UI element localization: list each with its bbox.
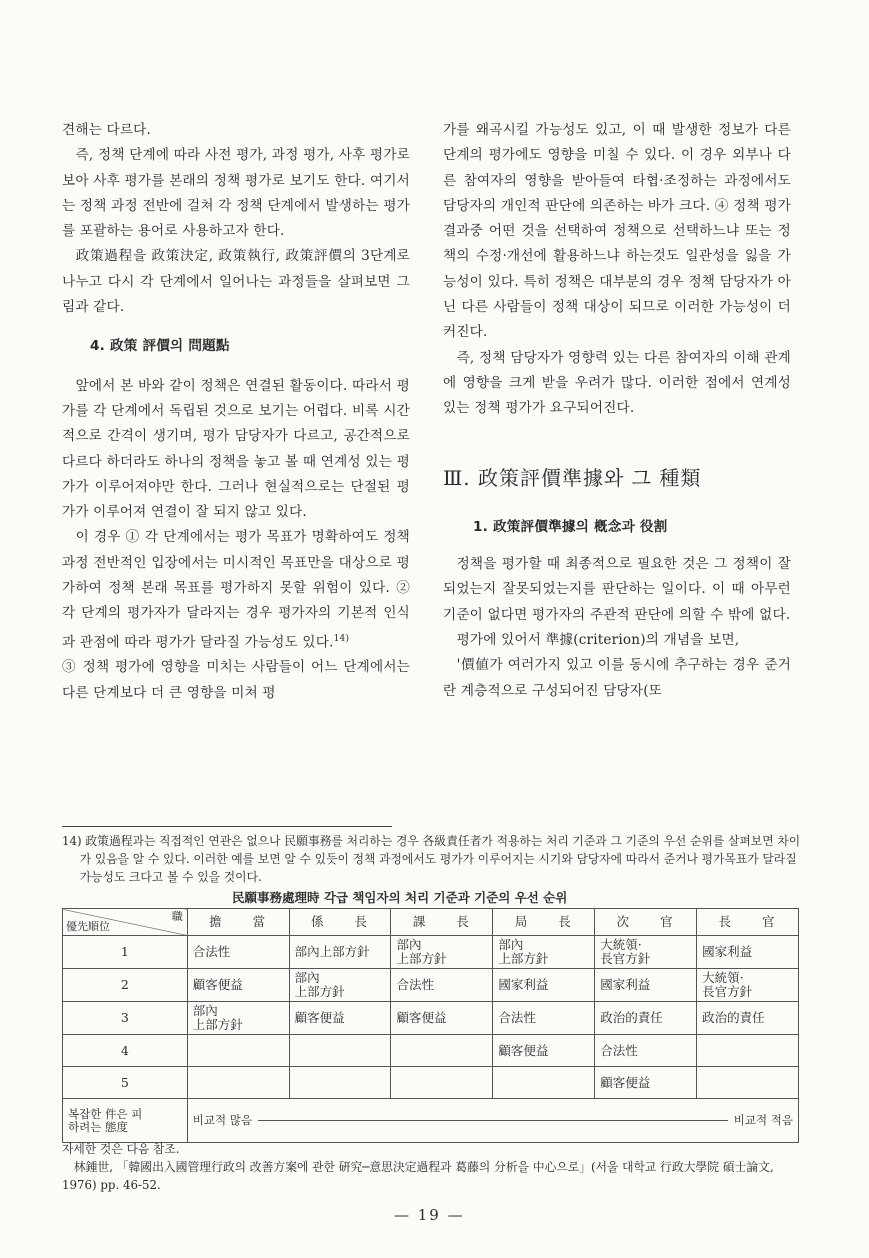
source-citation: 林鍾世, 「韓國出入國管理行政의 改善方案에 관한 硏究─意思決定過程과 葛藤의 分析을 中心으로」(서울 대학교 行政大學院 碩士論文, 1976) pp. 46-52. [62,1160,774,1192]
table-row [63,1067,799,1099]
paragraph: 앞에서 본 바와 같이 정책은 연결된 활동이다. 따라서 평가를 각 단계에서 독립된 것으로 보기는 어렵다. 비록 시간적으로 간격이 생기며, 평가 담당자가 다르고, 공간적으로 다르다 하더라도 하나의 정책을 놓고 볼 때 연계성 있는 평가가 이루어져야만 한다. 그러나 현실적으로는 단절된 평가가 이루어져 연결이 잘 되지 않고 있다. [62,377,410,521]
table-cell [391,1067,493,1099]
table-row [63,936,799,969]
table-row [63,969,799,1002]
column-header: 課 長 [391,909,493,936]
table-cell: 部內 上部方針 [187,1002,289,1035]
table-cell: 國家利益 [493,969,595,1002]
table-row [63,1035,799,1067]
table-cell: 合法性 [391,969,493,1002]
table-cell: 合法性 [595,1035,697,1067]
scale-arrow [258,1120,728,1121]
table-cell: 合法性 [187,936,289,969]
left-column [62,118,410,706]
section-heading: 1. 政策評價準據의 槪念과 役割 [473,518,668,535]
rank-cell: 2 [63,969,188,1002]
table-cell: 國家利益 [697,936,799,969]
column-header: 長 官 [697,909,799,936]
table-row [63,1002,799,1035]
table-cell: 政治的責任 [697,1002,799,1035]
chapter-heading: Ⅲ. 政策評價準據와 그 種類 [443,465,702,490]
priority-table [62,908,799,1143]
table-cell: 部內 上部方針 [289,969,391,1002]
table-cell [187,1067,289,1099]
paragraph: 政策過程을 政策決定, 政策執行, 政策評價의 3단계로 나누고 다시 각 단계에서 일어나는 과정들을 살펴보면 그림과 같다. [62,248,410,316]
table-cell: 顧客便益 [595,1067,697,1099]
paragraph: 정책을 평가할 때 최종적으로 필요한 것은 그 정책이 잘되었는지 잘못되었는지를 판단하는 일이다. 이 때 아무런 기준이 없다면 평가자의 주관적 판단에 의할 수 밖에 없다. [443,556,791,623]
table-cell: 大統領· 長官方針 [595,936,697,969]
table-cell [697,1035,799,1067]
table-cell: 顧客便益 [187,969,289,1002]
column-header: 擔 當 [187,909,289,936]
attitude-label: 복잡한 件은 피 하려는 態度 [63,1099,188,1143]
paragraph: 가를 왜곡시킬 가능성도 있고, 이 때 발생한 정보가 다른 단계의 평가에도 영향을 미칠 수 있다. 이 경우 외부나 다른 참여자의 영향을 받아들여 타협·조정하는 과정에서도 담당자의 개인적 판단에 의존하는 바가 크다. ④ 정책 평가 결과중 어떤 것을 선택하여 정책으로 선택하느냐 또는 정책의 수정·개선에 활용하느냐 하는것도 일관성을 잃을 가능성이 있다. 특히 정책은 대부분의 경우 정책 담당자가 아닌 다른 사람들이 정책 대상이 되므로 이러한 가능성이 더 커진다. [443,122,791,341]
table-cell: 部內 上部方針 [493,936,595,969]
footnote-text: 14) 政策過程과는 직접적인 연관은 없으나 民願事務를 처리하는 경우 各級責任者가 적용하는 처리 기준과 그 기준의 우선 순위를 살펴보면 차이가 있음을 알 수 있다. 이러한 예를 보면 알 수 있듯이 정책 과정에서도 평가가 이루어지는 시기와 담당자에 따라서 준거나 평가목표가 달라질 가능성도 크다고 볼 수 있을 것이다. [62,834,801,884]
rank-cell: 4 [63,1035,188,1067]
table-cell [493,1067,595,1099]
paragraph: 즉, 정책 담당자가 영향력 있는 다른 참여자의 이해 관계에 영향을 크게 받을 우려가 많다. 이러한 점에서 연계성 있는 정책 평가가 요구되어진다. [443,349,791,417]
paragraph: ③ 정책 평가에 영향을 미치는 사람들이 어느 단계에서는 다른 단계보다 더 큰 영향을 미쳐 평 [62,659,410,701]
right-column [443,118,791,704]
table-cell: 顧客便益 [289,1002,391,1035]
paragraph: 즉, 정책 단계에 따라 사전 평가, 과정 평가, 사후 평가로 보아 사후 평가를 본래의 정책 평가로 보기도 한다. 여기서는 정책 과정 전반에 걸쳐 각 정책 단계에서 발생하는 평가를 포괄하는 용어로 사용하고자 한다. [62,147,410,240]
table-cell: 大統領· 長官方針 [697,969,799,1002]
page-number: — 19 — [394,1206,465,1224]
table-header-row [63,909,799,936]
column-header: 局 長 [493,909,595,936]
table-corner-cell [63,909,188,936]
scale-right-label: 비교적 적음 [733,1113,793,1127]
table-cell: 合法性 [493,1002,595,1035]
table-cell: 顧客便益 [493,1035,595,1067]
paragraph-text: 이 경우 ① 각 단계에서는 평가 목표가 명확하여도 정책 과정 전반적인 입장에서는 미시적인 목표만을 대상으로 평가하여 정책 본래 목표를 평가하지 못할 위험이 있다. ② 각 단계의 평가자가 달라지는 경우 평가자의 기본적 인식과 관점에 따라 평가가 달라질 가능성도 있다. [62,529,410,651]
table-cell [391,1035,493,1067]
table-cell [697,1067,799,1099]
corner-label-bottom: 優先順位 [66,920,110,933]
table-cell [289,1067,391,1099]
table-cell: 國家利益 [595,969,697,1002]
corner-label-top: 職 [171,910,183,923]
table-cell: 顧客便益 [391,1002,493,1035]
footnote-marker: 14) [333,633,350,644]
attitude-scale [187,1099,798,1143]
footnote-source [62,1140,802,1194]
rank-cell: 3 [63,1002,188,1035]
paragraph: 평가에 있어서 準據(criterion)의 개념을 보면, [456,632,740,649]
rank-cell: 1 [63,936,188,969]
column-header: 次 官 [595,909,697,936]
rank-cell: 5 [63,1067,188,1099]
table-cell: 部內 上部方針 [391,936,493,969]
paragraph [62,525,410,655]
section-heading: 4. 政策 評價의 問題點 [90,338,230,355]
footnote-divider [62,826,392,827]
table-title: 民願事務處理時 각급 책임자의 처리 기준과 기준의 우선 순위 [232,890,568,905]
scale-left-label: 비교적 많음 [192,1113,252,1127]
see-also-text: 자세한 것은 다음 참조. [62,1142,180,1156]
table-cell: 政治的責任 [595,1002,697,1035]
table-cell [187,1035,289,1067]
table-cell [289,1035,391,1067]
column-header: 係 長 [289,909,391,936]
table-cell: 部內上部方針 [289,936,391,969]
footnote [62,832,802,886]
table-row-attitude [63,1099,799,1143]
paragraph: '價値가 여러가지 있고 이를 동시에 추구하는 경우 준거란 계층적으로 구성되어진 담당자(또 [443,657,791,699]
paragraph: 견해는 다르다. [62,122,152,138]
